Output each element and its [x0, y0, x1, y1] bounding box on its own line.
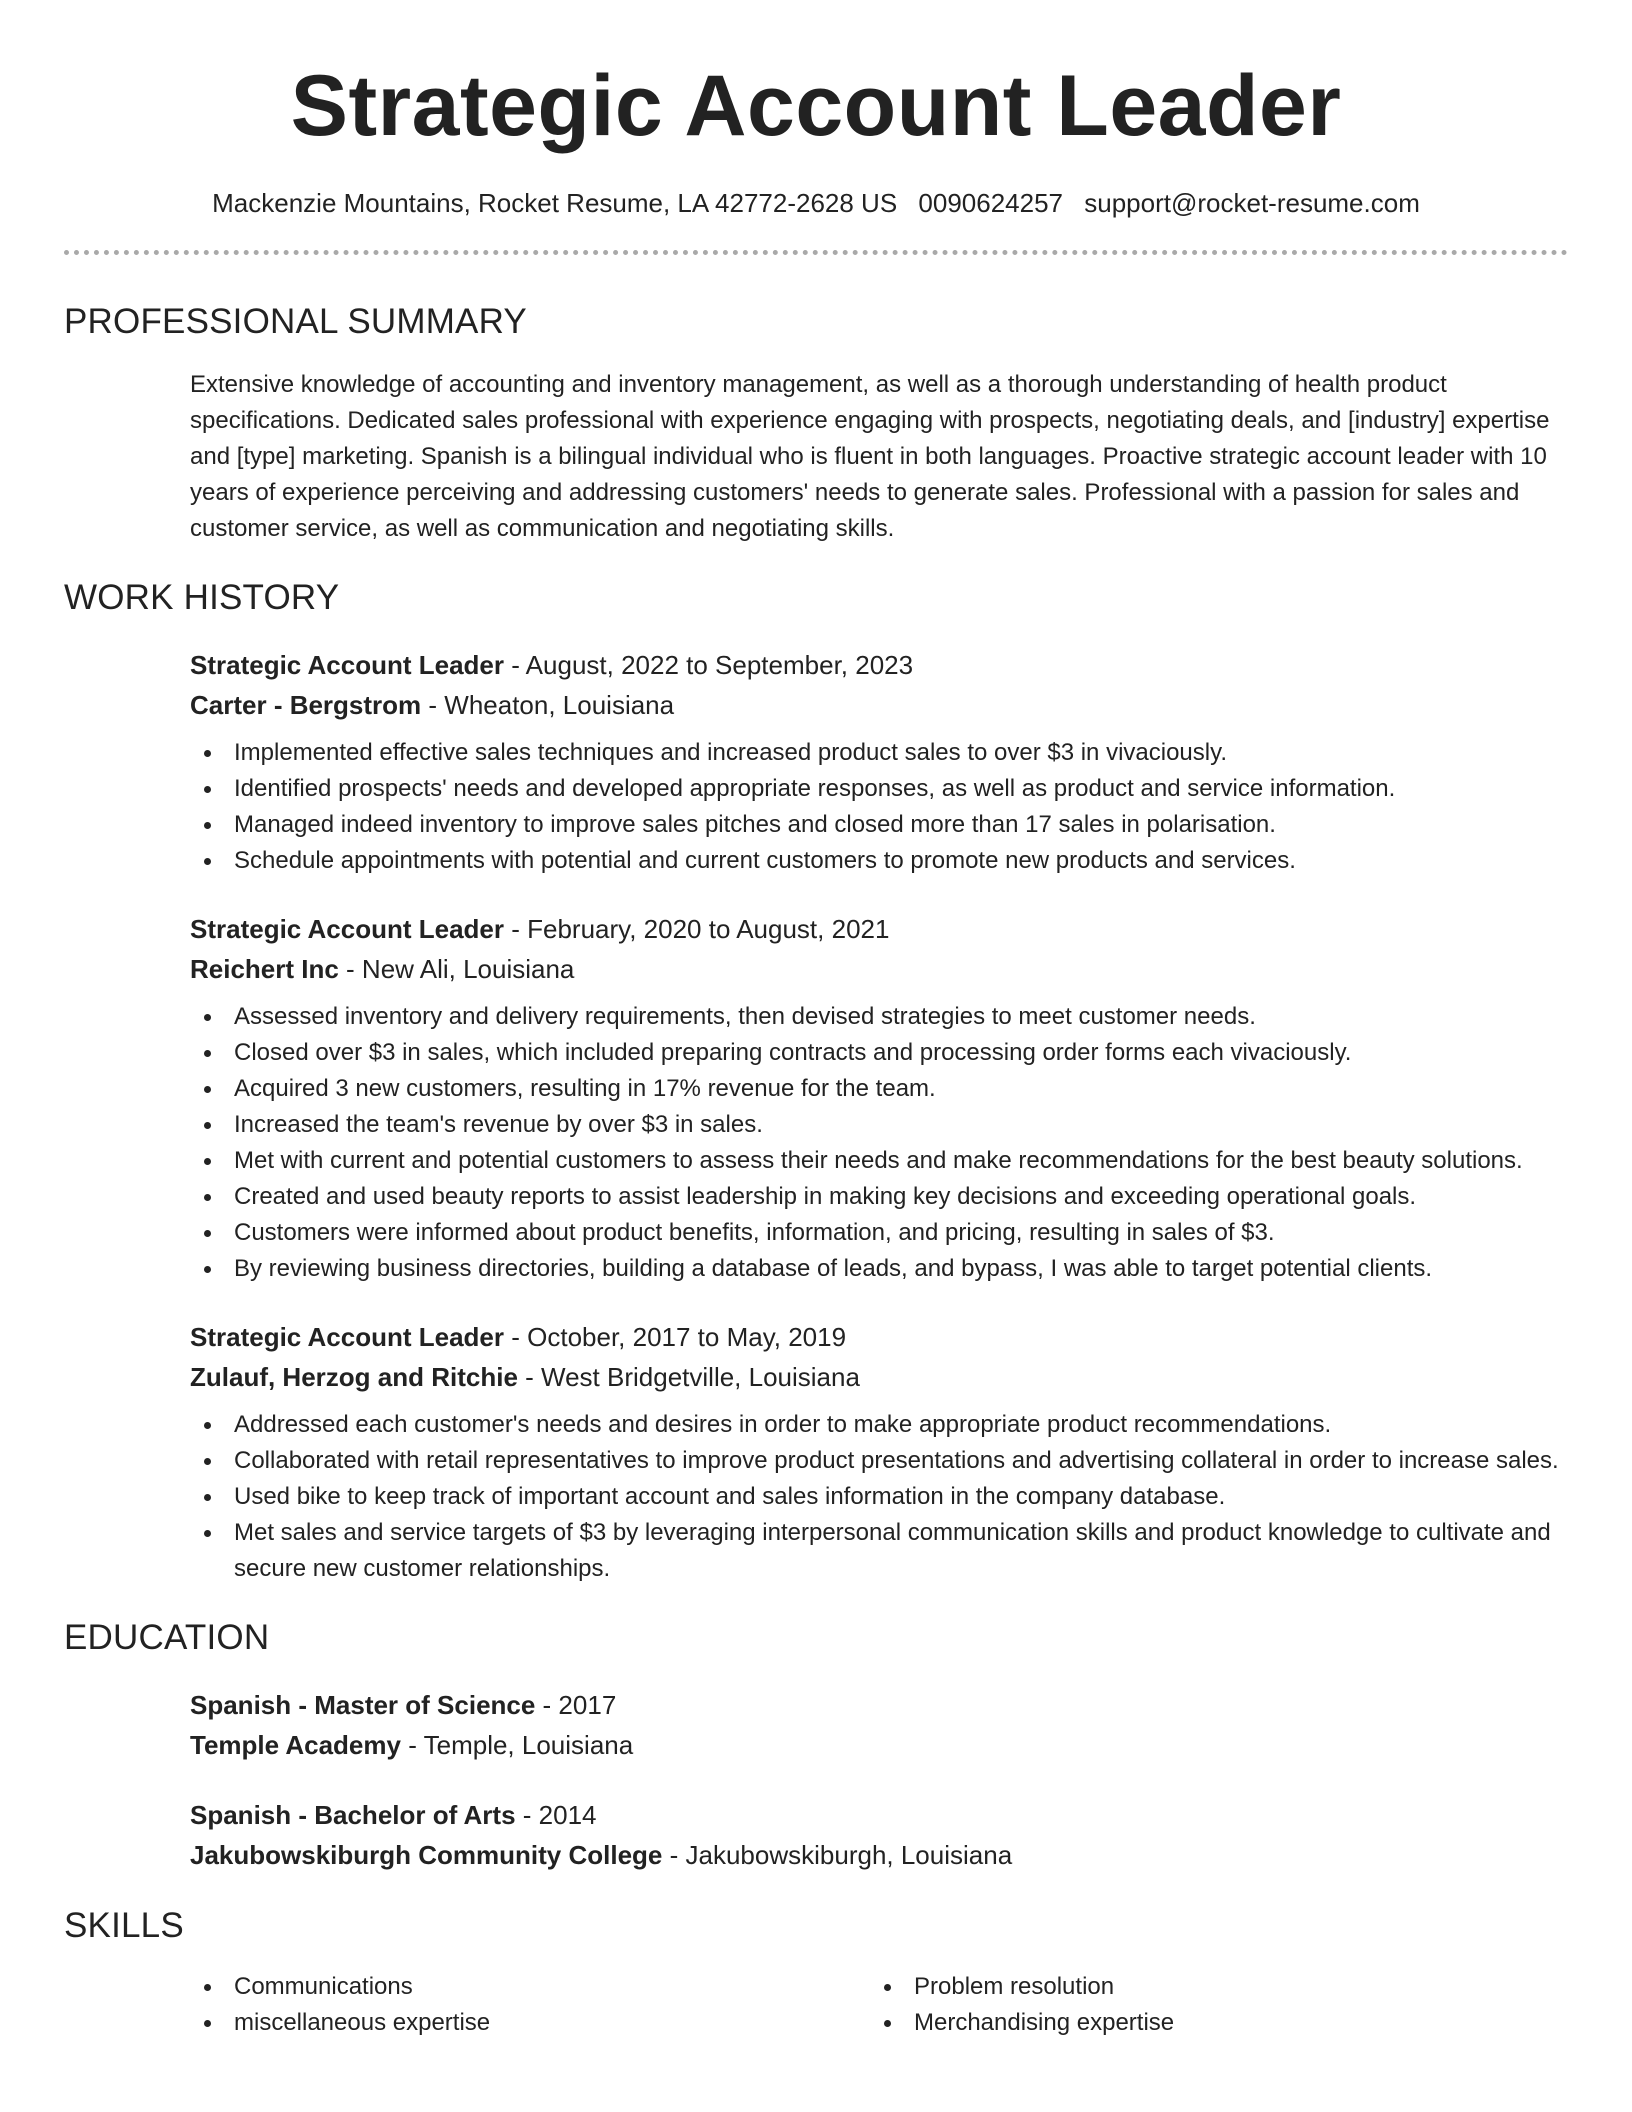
- degree-line: [190, 1795, 1568, 1835]
- job-location: - Wheaton, Louisiana: [421, 690, 675, 720]
- contact-address: Mackenzie Mountains, Rocket Resume, LA 42772-2628 US: [212, 188, 898, 218]
- summary-text: Extensive knowledge of accounting and inventory management, as well as a thorough understanding of health product specifications. Dedicated sales professional with experience engaging with prospects, negotiating deals, and [industry] expertise and [type] marketing. Spanish is a bilingual individual who is fluent in both languages. Proactive strategic account leader with 10 years of experience perceiving and addressing customers' needs to generate sales. Professional with a passion for sales and customer service, as well as communication and negotiating skills.: [190, 371, 1550, 542]
- job-entry: [190, 1317, 1568, 1587]
- job-title-line: [190, 909, 1568, 949]
- job-bullet: Implemented effective sales techniques and increased product sales to over $3 in vivaciously.: [190, 735, 1568, 771]
- degree: Spanish - Bachelor of Arts: [190, 1800, 516, 1830]
- job-entry: [190, 909, 1568, 1287]
- education-heading: EDUCATION: [64, 1618, 270, 1657]
- skill-item: Communications: [190, 1969, 870, 2005]
- job-location: - New Ali, Louisiana: [338, 954, 575, 984]
- skills-list: [190, 1969, 1568, 2041]
- job-title-line: [190, 1317, 1568, 1357]
- job-title-line: [190, 645, 1568, 685]
- job-bullets: [190, 1407, 1568, 1587]
- degree: Spanish - Master of Science: [190, 1690, 536, 1720]
- job-bullet: Managed indeed inventory to improve sales pitches and closed more than 17 sales in polarisation.: [190, 807, 1568, 843]
- job-dates: - October, 2017 to May, 2019: [504, 1322, 847, 1352]
- contact-email: support@rocket-resume.com: [1084, 188, 1420, 218]
- skill-item: Problem resolution: [870, 1969, 1568, 2005]
- job-bullets: [190, 999, 1568, 1287]
- school-location: - Temple, Louisiana: [400, 1730, 634, 1760]
- job-company: Reichert Inc: [190, 954, 339, 984]
- school: Temple Academy: [190, 1730, 401, 1760]
- skills-heading: SKILLS: [64, 1906, 184, 1945]
- degree-year: - 2014: [515, 1800, 597, 1830]
- job-bullet: Met with current and potential customers to assess their needs and make recommendations for the best beauty solutions.: [190, 1143, 1568, 1179]
- job-company-line: [190, 949, 1568, 989]
- job-bullets: [190, 735, 1568, 879]
- job-bullet: Assessed inventory and delivery requirements, then devised strategies to meet customer needs.: [190, 999, 1568, 1035]
- school-line: [190, 1725, 1568, 1765]
- education-entry: [190, 1685, 1568, 1765]
- job-bullet: Customers were informed about product benefits, information, and pricing, resulting in sales of $3.: [190, 1215, 1568, 1251]
- job-dates: - August, 2022 to September, 2023: [504, 650, 914, 680]
- job-company-line: [190, 1357, 1568, 1397]
- job-company-line: [190, 685, 1568, 725]
- degree-line: [190, 1685, 1568, 1725]
- job-bullet: Closed over $3 in sales, which included preparing contracts and processing order forms each vivaciously.: [190, 1035, 1568, 1071]
- header-divider: [64, 250, 1568, 255]
- job-bullet: Collaborated with retail representatives to improve product presentations and advertising collateral in order to increase sales.: [190, 1443, 1568, 1479]
- job-company: Zulauf, Herzog and Ritchie: [190, 1362, 518, 1392]
- job-title: Strategic Account Leader: [190, 1322, 505, 1352]
- school-line: [190, 1835, 1568, 1875]
- job-bullet: Acquired 3 new customers, resulting in 17% revenue for the team.: [190, 1071, 1568, 1107]
- contact-phone: 0090624257: [918, 188, 1064, 218]
- job-entry: [190, 645, 1568, 879]
- job-bullet: Addressed each customer's needs and desires in order to make appropriate product recommendations.: [190, 1407, 1568, 1443]
- school: Jakubowskiburgh Community College: [190, 1840, 663, 1870]
- job-bullet: Increased the team's revenue by over $3 in sales.: [190, 1107, 1568, 1143]
- skill-item: miscellaneous expertise: [190, 2005, 870, 2041]
- job-bullet: Identified prospects' needs and developed appropriate responses, as well as product and service information.: [190, 771, 1568, 807]
- degree-year: - 2017: [535, 1690, 617, 1720]
- job-bullet: Met sales and service targets of $3 by leveraging interpersonal communication skills and product knowledge to cultivate and secure new customer relationships.: [190, 1515, 1568, 1587]
- job-location: - West Bridgetville, Louisiana: [517, 1362, 860, 1392]
- education-entry: [190, 1795, 1568, 1875]
- school-location: - Jakubowskiburgh, Louisiana: [662, 1840, 1013, 1870]
- job-bullet: Used bike to keep track of important account and sales information in the company database.: [190, 1479, 1568, 1515]
- job-bullet: Created and used beauty reports to assist leadership in making key decisions and exceeding operational goals.: [190, 1179, 1568, 1215]
- skill-item: Merchandising expertise: [870, 2005, 1568, 2041]
- job-dates: - February, 2020 to August, 2021: [504, 914, 890, 944]
- job-bullet: By reviewing business directories, building a database of leads, and bypass, I was able to target potential clients.: [190, 1251, 1568, 1287]
- job-title: Strategic Account Leader: [190, 650, 505, 680]
- contact-line: [64, 186, 1568, 220]
- job-title: Strategic Account Leader: [190, 914, 505, 944]
- job-bullet: Schedule appointments with potential and current customers to promote new products and services.: [190, 843, 1568, 879]
- summary-heading: PROFESSIONAL SUMMARY: [64, 302, 527, 341]
- resume-name: Strategic Account Leader: [290, 58, 1342, 154]
- job-company: Carter - Bergstrom: [190, 690, 422, 720]
- work-history-heading: WORK HISTORY: [64, 578, 340, 617]
